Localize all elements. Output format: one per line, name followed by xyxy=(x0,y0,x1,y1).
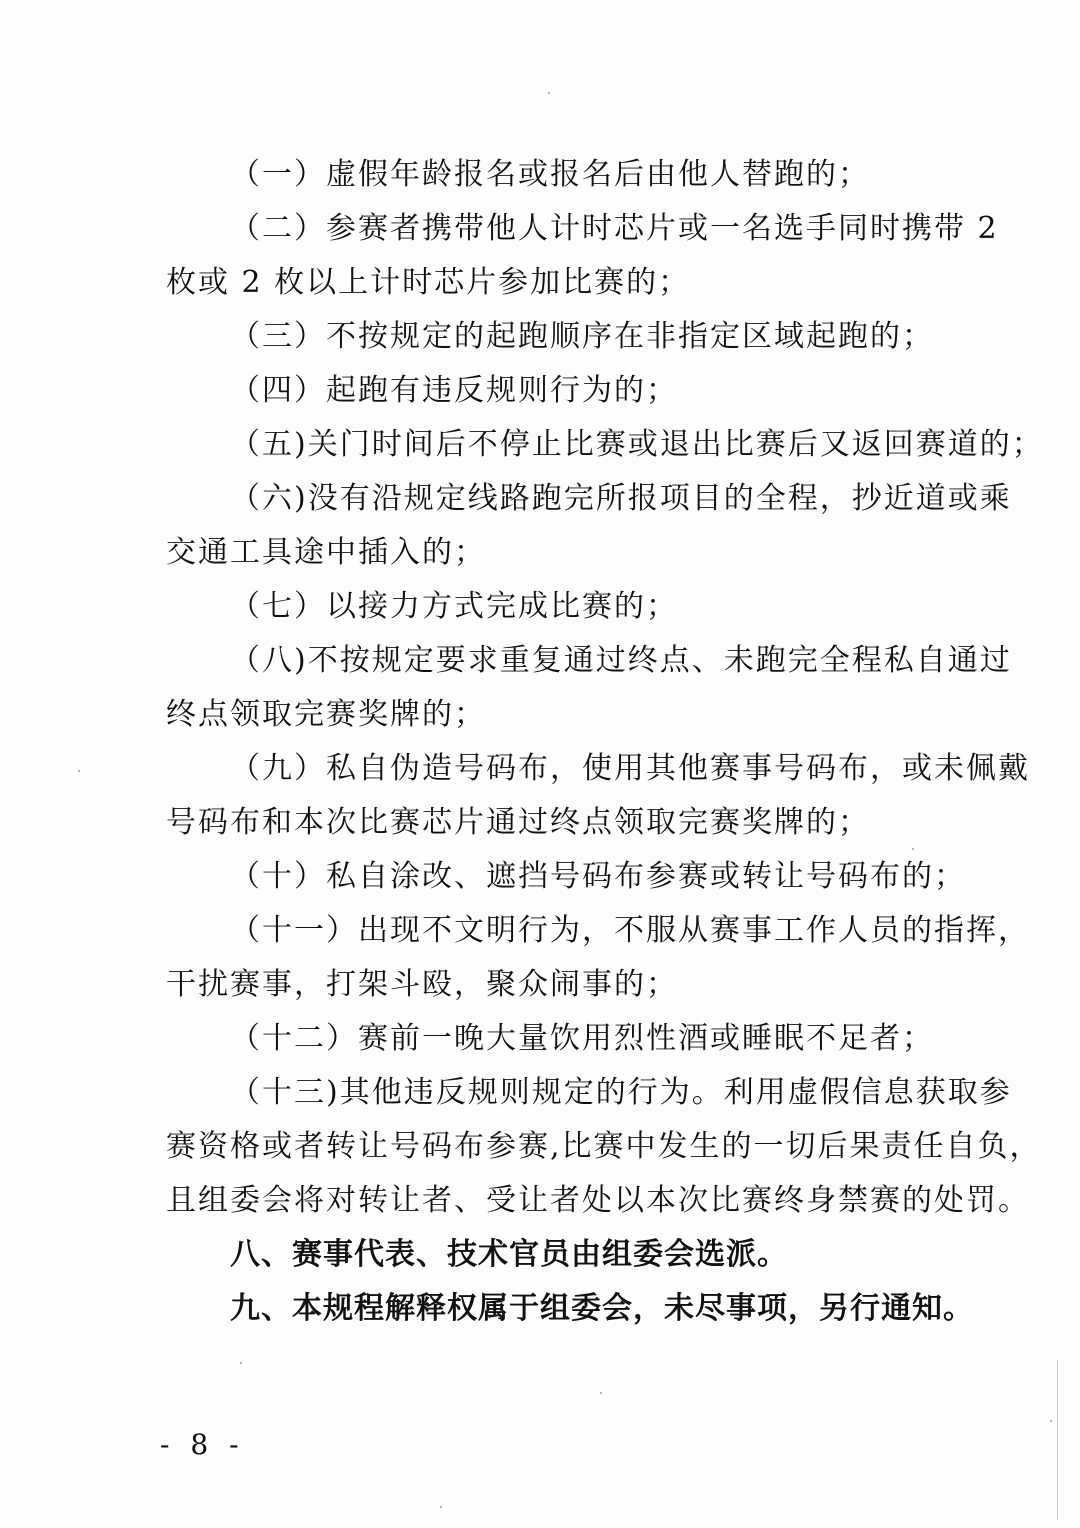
scan-speck xyxy=(548,92,550,94)
scan-speck xyxy=(440,1506,442,1508)
text-line: （十三)其他违反规则规定的行为。利用虚假信息获取参 xyxy=(230,1075,1012,1110)
text-line: （二）参赛者携带他人计时芯片或一名选手同时携带 2 xyxy=(230,211,999,246)
text-line: （一）虚假年龄报名或报名后由他人替跑的； xyxy=(230,157,870,192)
scan-edge-mark xyxy=(1057,1360,1058,1520)
section-heading: 九、本规程解释权属于组委会，未尽事项，另行通知。 xyxy=(230,1291,974,1326)
text-line: 号码布和本次比赛芯片通过终点领取完赛奖牌的； xyxy=(166,805,870,840)
text-line: 干扰赛事，打架斗殴，聚众闹事的； xyxy=(166,967,678,1002)
text-line: （五)关门时间后不停止比赛或退出比赛后又返回赛道的； xyxy=(230,427,1044,462)
text-line: （八)不按规定要求重复通过终点、未跑完全程私自通过 xyxy=(230,643,1012,678)
scan-speck xyxy=(600,1392,602,1394)
text-line: 赛资格或者转让号码布参赛,比赛中发生的一切后果责任自负， xyxy=(166,1129,1042,1164)
text-line: （十）私自涂改、遮挡号码布参赛或转让号码布的； xyxy=(230,859,966,894)
text-line: 枚或 2 枚以上计时芯片参加比赛的； xyxy=(166,265,691,300)
text-line: （六)没有沿规定线路跑完所报项目的全程，抄近道或乘 xyxy=(230,481,1012,516)
text-line: （三）不按规定的起跑顺序在非指定区域起跑的； xyxy=(230,319,934,354)
text-line: 交通工具途中插入的； xyxy=(166,535,486,570)
text-line: 且组委会将对转让者、受让者处以本次比赛终身禁赛的处罚。 xyxy=(166,1183,1030,1218)
text-line: （七）以接力方式完成比赛的； xyxy=(230,589,678,624)
scan-speck xyxy=(78,770,80,772)
scan-speck xyxy=(912,848,914,850)
text-line: 终点领取完赛奖牌的； xyxy=(166,697,486,732)
scan-speck xyxy=(240,1362,242,1364)
section-heading: 八、赛事代表、技术官员由组委会选派。 xyxy=(230,1237,788,1272)
document-body xyxy=(166,148,1044,1336)
text-line: （九）私自伪造号码布，使用其他赛事号码布，或未佩戴 xyxy=(230,751,1030,786)
text-line: （十二）赛前一晚大量饮用烈性酒或睡眠不足者； xyxy=(230,1021,934,1056)
scan-speck xyxy=(1050,1420,1052,1422)
text-line: （十一）出现不文明行为，不服从赛事工作人员的指挥， xyxy=(230,913,1030,948)
page-number: - 8 - xyxy=(160,1428,245,1461)
text-line: （四）起跑有违反规则行为的； xyxy=(230,373,678,408)
